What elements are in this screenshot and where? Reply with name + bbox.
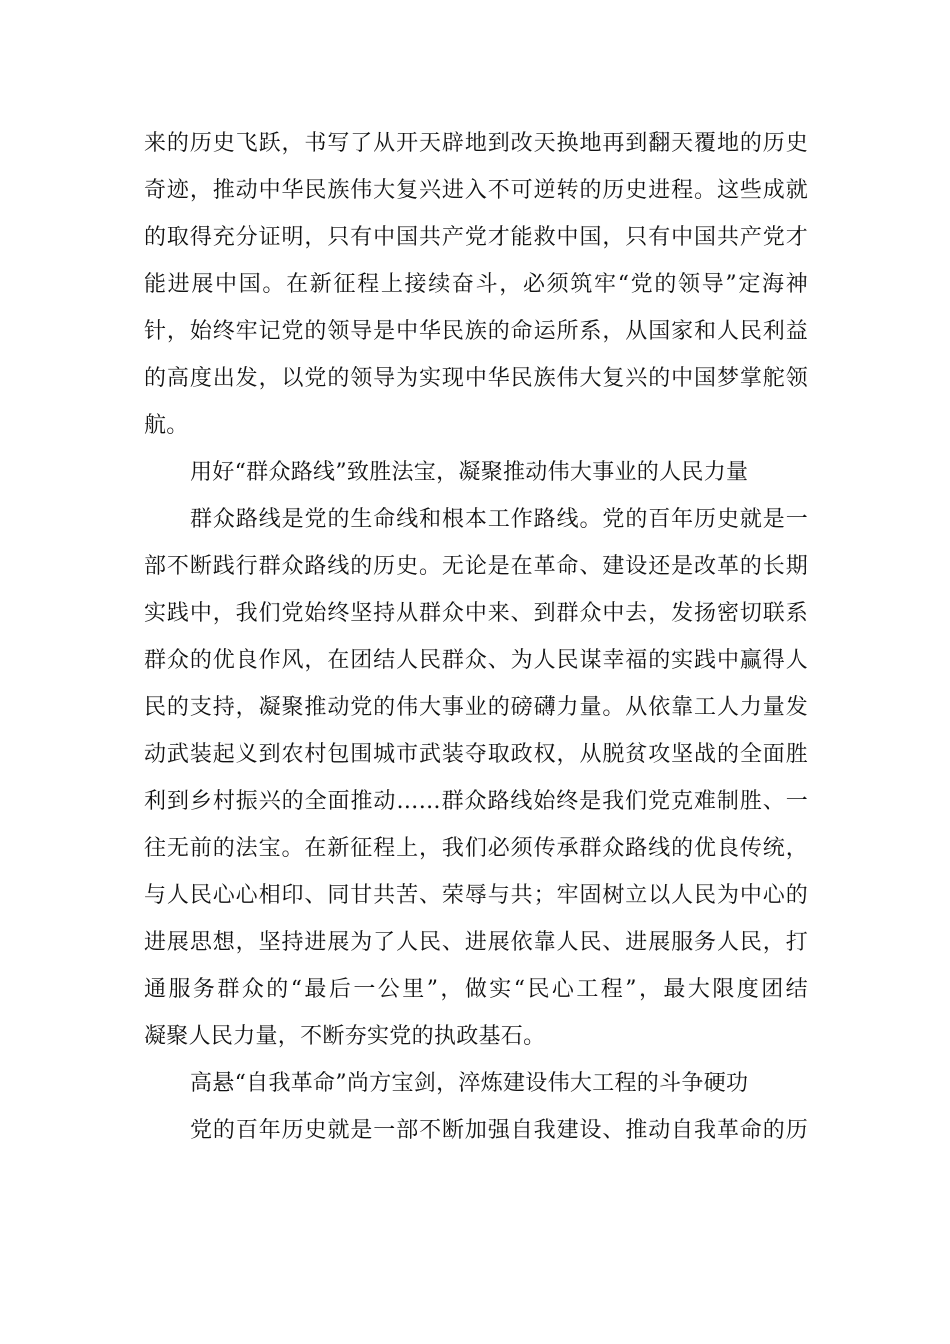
text-line: 往无前的法宝。在新征程上，我们必须传承群众路线的优良传统， [144, 836, 808, 861]
text-line: 利到乡村振兴的全面推动……群众路线始终是我们党克难制胜、一 [144, 789, 808, 814]
text-line: 的取得充分证明，只有中国共产党才能救中国，只有中国共产党才 [144, 225, 808, 250]
text-line: 能进展中国。在新征程上接续奋斗，必须筑牢“党的领导”定海神 [144, 272, 808, 297]
text-line: 针，始终牢记党的领导是中华民族的命运所系，从国家和人民利益 [144, 319, 808, 344]
text-line: 来的历史飞跃，书写了从开天辟地到改天换地再到翻天覆地的历史 [144, 131, 808, 156]
text-line: 奇迹，推动中华民族伟大复兴进入不可逆转的历史进程。这些成就 [144, 178, 808, 203]
paragraph-1 [144, 120, 808, 449]
text-line: 实践中，我们党始终坚持从群众中来、到群众中去，发扬密切联系 [144, 601, 808, 626]
text-line: 通服务群众的“最后一公里”，做实“民心工程”，最大限度团结 [144, 977, 808, 1002]
paragraph-3 [144, 1107, 808, 1154]
text-line: 航。 [144, 413, 189, 438]
text-line: 民的支持，凝聚推动党的伟大事业的磅礴力量。从依靠工人力量发 [144, 695, 808, 720]
text-line: 进展思想，坚持进展为了人民、进展依靠人民、进展服务人民，打 [144, 930, 808, 955]
text-line: 党的百年历史就是一部不断加强自我建设、推动自我革命的历 [190, 1118, 808, 1143]
section-heading: 高悬“自我革命”尚方宝剑，淬炼建设伟大工程的斗争硬功 [190, 1071, 749, 1096]
text-line: 凝聚人民力量，不断夯实党的执政基石。 [144, 1024, 546, 1049]
text-line: 部不断践行群众路线的历史。无论是在革命、建设还是改革的长期 [144, 554, 808, 579]
text-line: 的高度出发，以党的领导为实现中华民族伟大复兴的中国梦掌舵领 [144, 366, 808, 391]
text-line: 群众的优良作风，在团结人民群众、为人民谋幸福的实践中赢得人 [144, 648, 808, 673]
document-body [144, 120, 808, 1154]
text-line: 动武装起义到农村包围城市武装夺取政权，从脱贫攻坚战的全面胜 [144, 742, 808, 767]
section-heading: 用好“群众路线”致胜法宝，凝聚推动伟大事业的人民力量 [190, 460, 749, 485]
text-line: 群众路线是党的生命线和根本工作路线。党的百年历史就是一 [190, 507, 808, 532]
paragraph-2 [144, 496, 808, 1060]
text-line: 与人民心心相印、同甘共苦、荣辱与共；牢固树立以人民为中心的 [144, 883, 808, 908]
